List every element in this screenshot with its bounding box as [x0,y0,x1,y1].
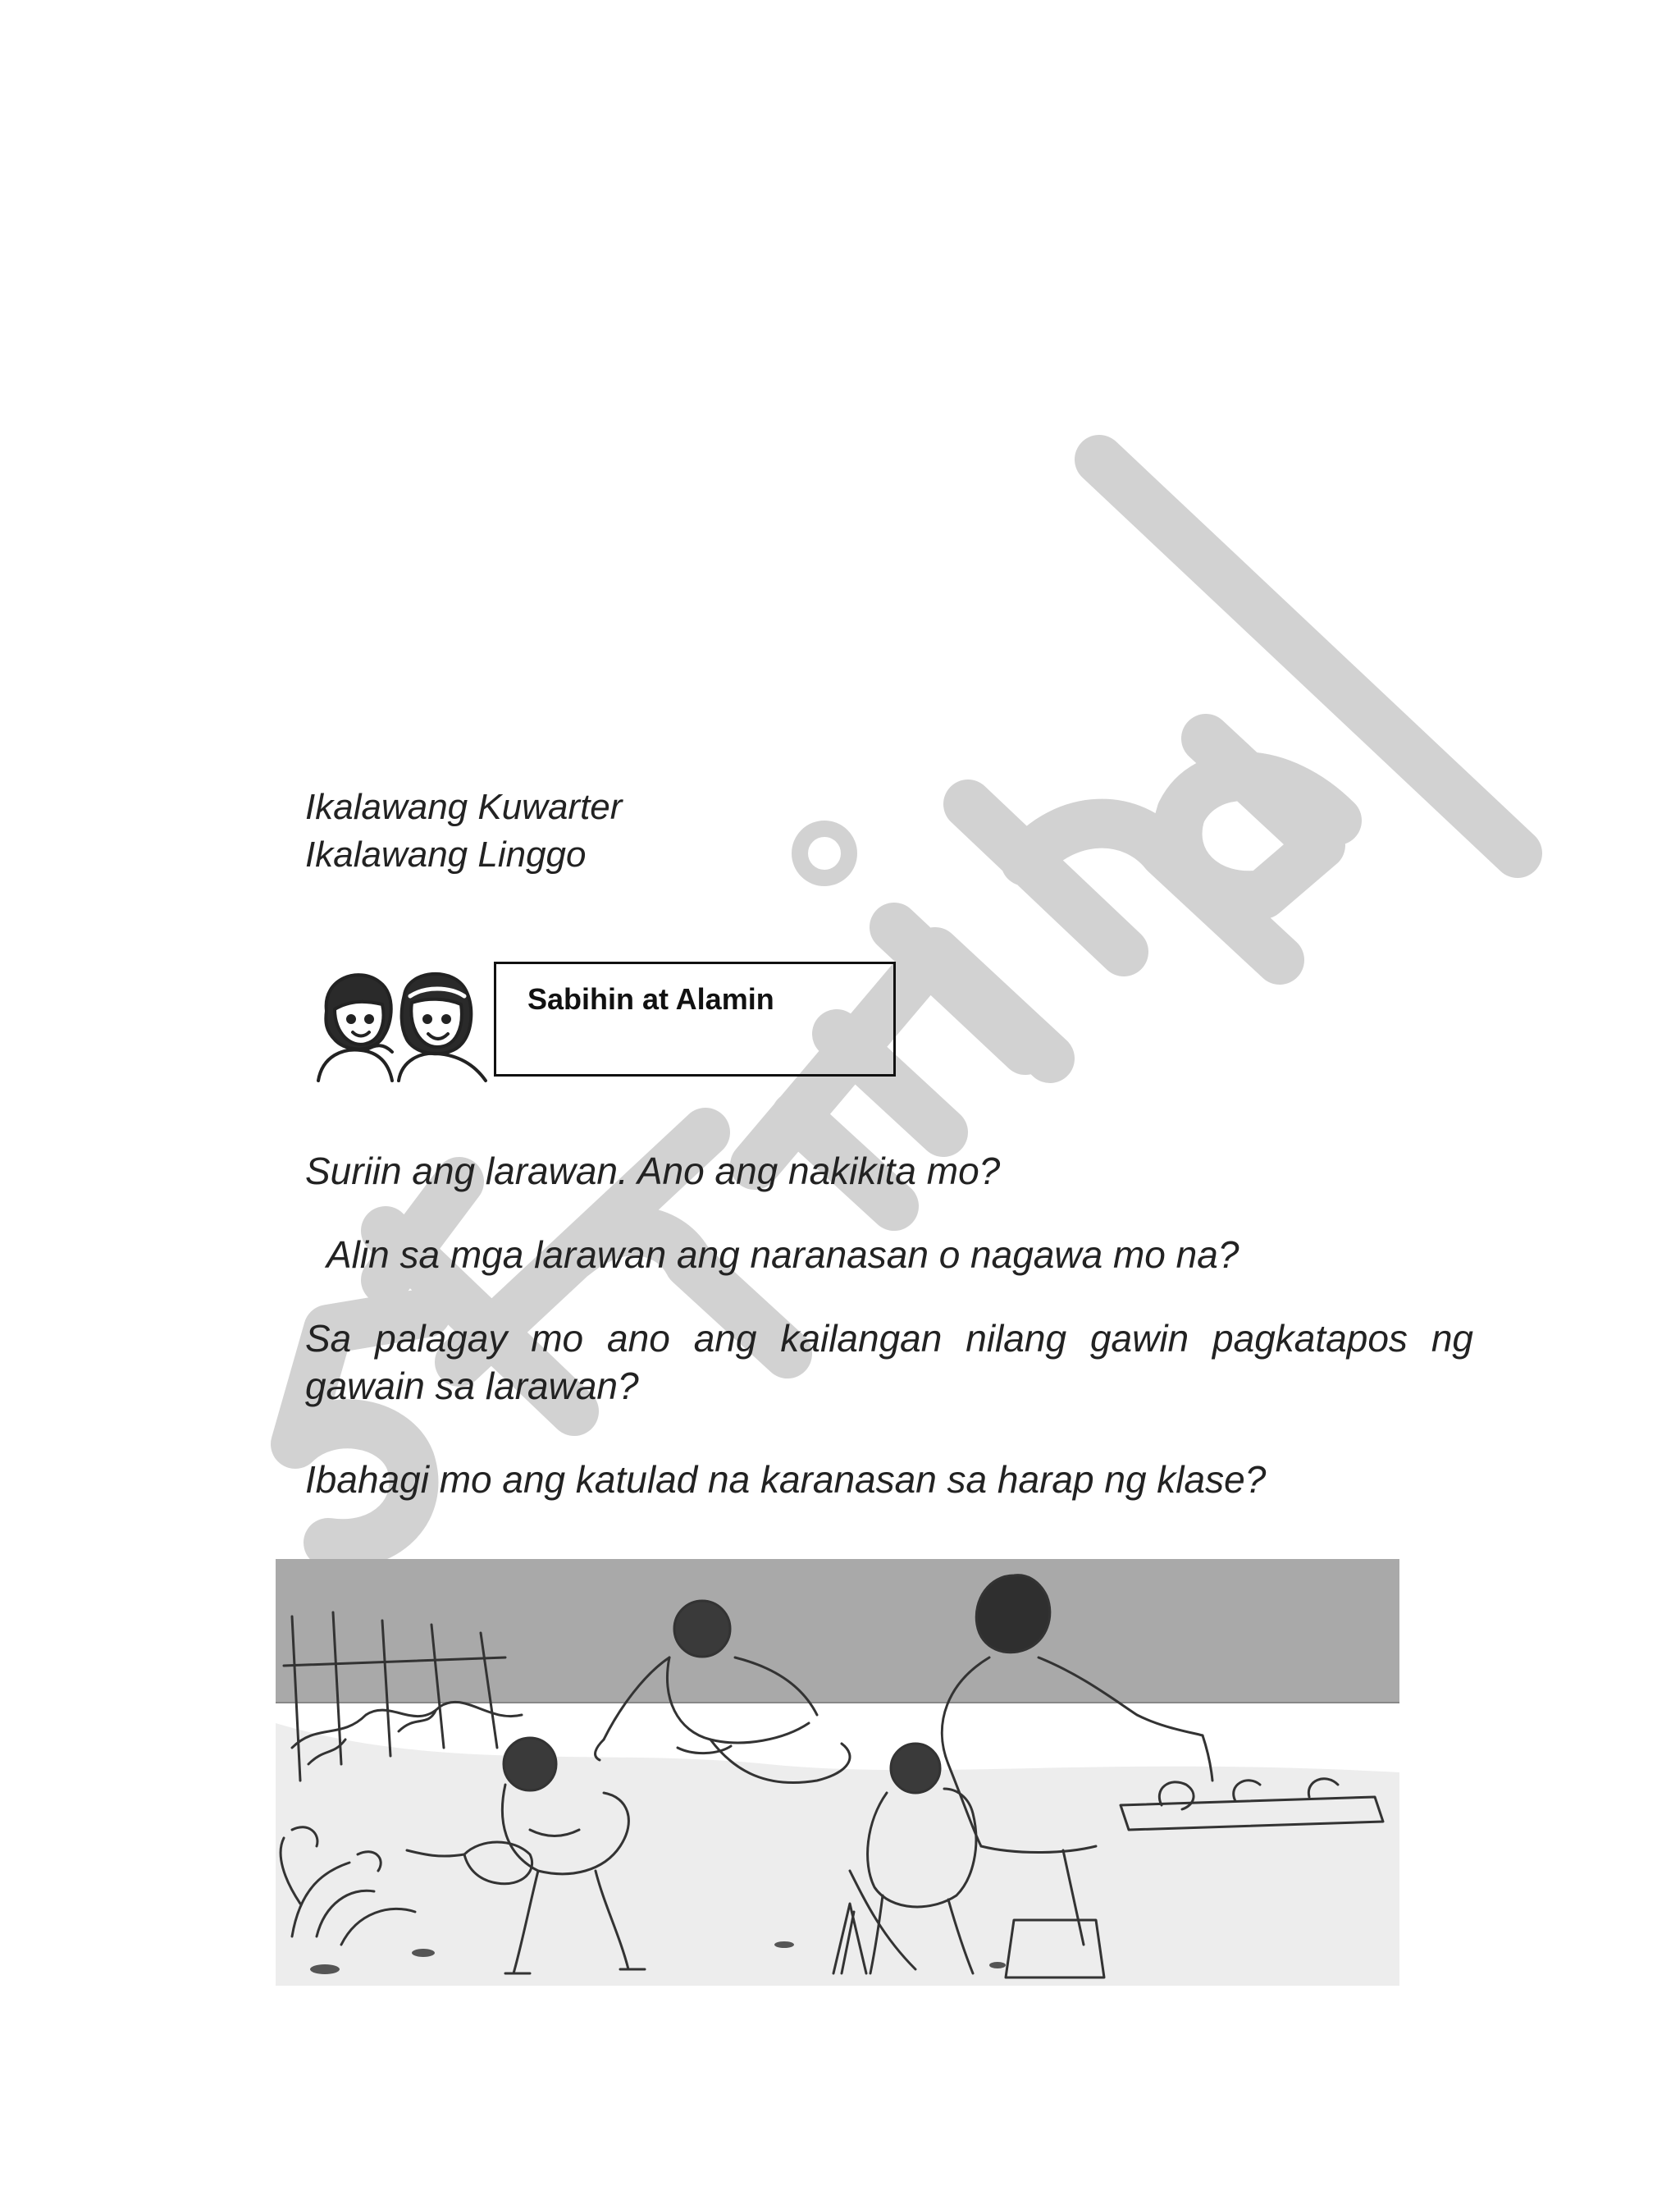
section-title-box [494,962,896,1077]
question-3: Sa palagay mo ano ang kailangan nilang gawin pagkatapos ng gawain sa larawan? [305,1317,1473,1407]
family-doing-chores-illustration [276,1559,1399,1986]
wall-band [276,1559,1399,1703]
two-children-icon [310,962,497,1085]
quarter-label: Ikalawang Kuwarter [305,787,623,827]
question-2: Alin sa mga larawan ang naranasan o nagawa mo na? [326,1233,1239,1276]
question-4: Ibahagi mo ang katulad na karanasan sa harap ng klase? [305,1458,1267,1501]
question-1: Suriin ang larawan. Ano ang nakikita mo? [305,1150,1001,1192]
week-label: Ikalawang Linggo [305,834,587,875]
section-title: Sabihin at Alamin [527,982,774,1016]
